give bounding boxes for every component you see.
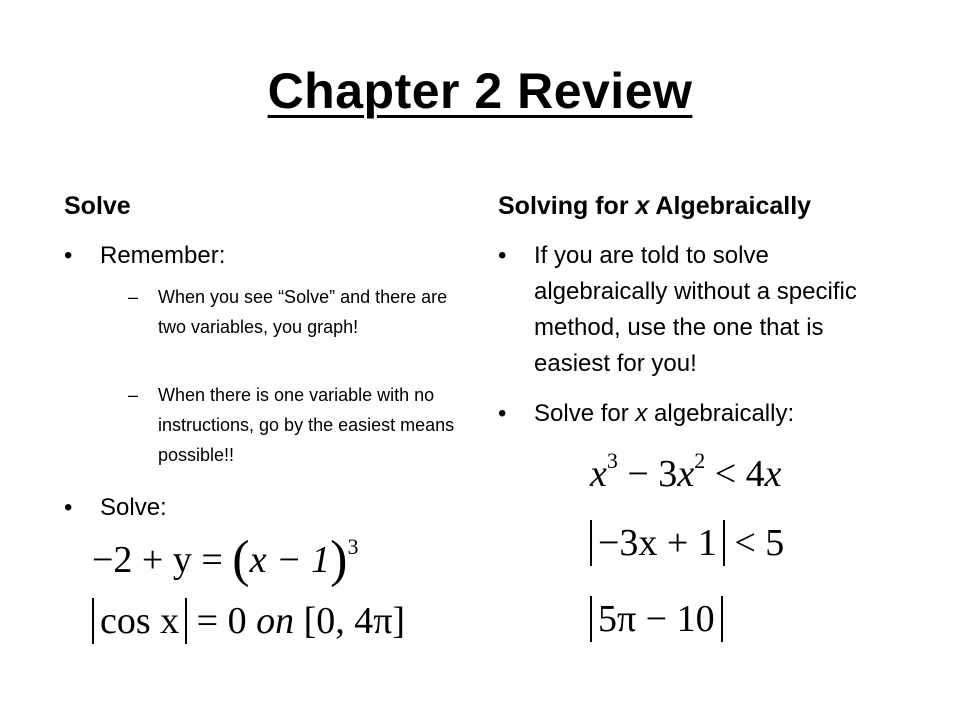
bullet-dot: • [64, 494, 73, 521]
bullet-solve-x-text: Solve for x algebraically: [534, 400, 795, 427]
abs-cos [92, 598, 187, 644]
bullet-solve-text: Solve: [100, 494, 167, 521]
bullet-solve-x [498, 396, 898, 432]
left-heading: Solve [64, 192, 131, 220]
bullet-solve [64, 490, 444, 526]
bullet-dot: • [64, 242, 73, 269]
slide-title: Chapter 2 Review [267, 63, 693, 119]
bullet-instructions [498, 238, 898, 382]
eq1-lhs: −2 + y = [92, 539, 223, 581]
bullet-instructions-text: If you are told to solve algebraically without a specific method, use the one that is easiest for you! [534, 242, 857, 377]
abs-pi: 5π − 10 [590, 596, 723, 642]
bullet-remember [64, 238, 444, 274]
eq2-inner: cos x [100, 600, 180, 642]
bullet-dot: • [498, 400, 507, 427]
eq2-rhs: = 0 [196, 600, 247, 642]
bullet-dot: • [498, 242, 507, 269]
sub-item-1-text: When you see “Solve” and there are two variables, you graph! [158, 287, 448, 337]
eq1-base: x − 1 [249, 539, 331, 581]
eq1-exponent: 3 [347, 534, 359, 559]
equation-cosine [92, 598, 405, 644]
eq2-on: on [256, 600, 295, 642]
abs-linear: −3x + 1 [590, 520, 725, 566]
inequality-polynomial: $x^3 - 3x^2 < 4x$ [590, 448, 782, 495]
sub-item-2 [128, 380, 456, 470]
sub-item-2-text: When there is one variable with no instructions, go by the easiest means possible!! [158, 385, 455, 465]
bullet-remember-text: Remember: [100, 242, 226, 269]
dash-marker: – [128, 287, 139, 307]
sub-item-1 [128, 282, 456, 342]
inequality-absolute: −3x + 1 < 5 [590, 520, 784, 566]
dash-marker: – [128, 385, 139, 405]
equation-cubic: $-2 + y = (x - 1)^3$ [92, 531, 359, 588]
eq2-interval: [0, 4π] [303, 600, 406, 642]
absolute-expression [590, 596, 723, 642]
right-heading: Solving for x Algebraically [498, 192, 812, 220]
